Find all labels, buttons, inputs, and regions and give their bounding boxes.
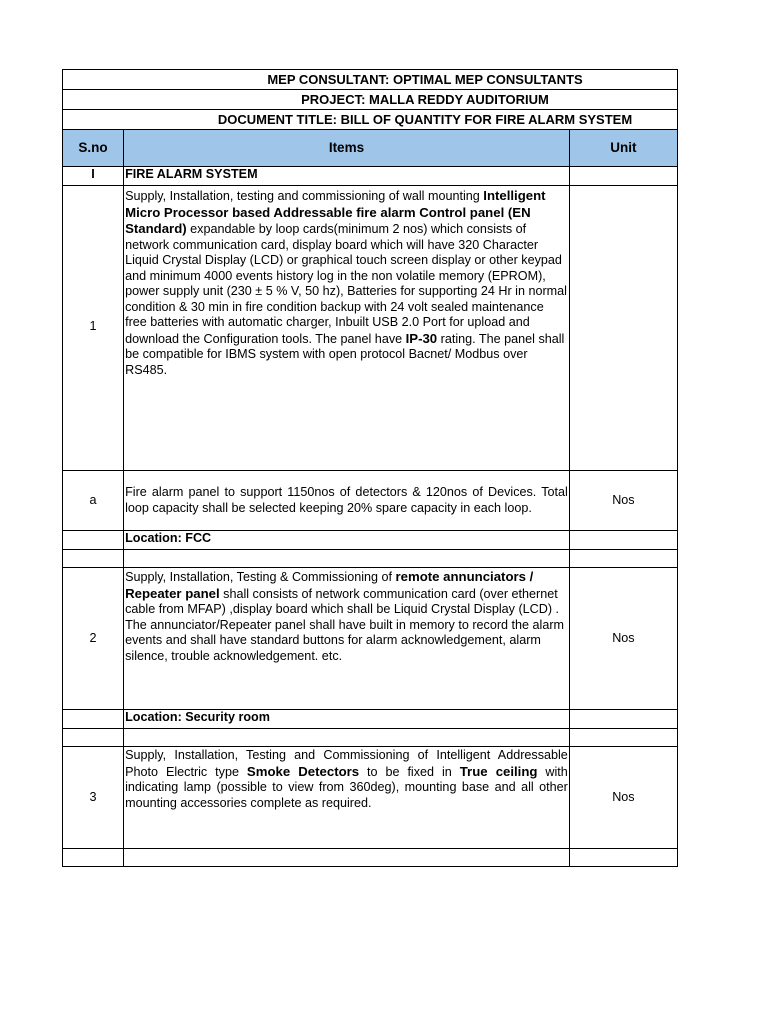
location-security: Location: Security room (124, 710, 570, 729)
column-sno: S.no (63, 130, 124, 167)
section-sno: I (63, 167, 124, 186)
blank-row (63, 729, 678, 747)
item-3-row (63, 747, 678, 849)
boq-table (62, 69, 678, 867)
item-3-unit: Nos (569, 747, 677, 849)
header-project-row (63, 90, 678, 110)
consultant-title: MEP CONSULTANT: OPTIMAL MEP CONSULTANTS (267, 71, 583, 87)
boq-sheet (62, 69, 678, 867)
location-fcc-row (63, 531, 678, 550)
item-2-sno: 2 (63, 568, 124, 710)
section-title: FIRE ALARM SYSTEM (124, 167, 570, 186)
item-3-description: Supply, Installation, Testing and Commissioning of Intelligent Addressable Photo Electric type Smoke Detectors to be fixed in True ceiling with indicating lamp (possible to view from 360deg), mounting base and all other mounting accessories complete as required. (124, 747, 570, 849)
blank-row (63, 849, 678, 867)
item-2-description: Supply, Installation, Testing & Commissioning of remote annunciators / Repeater panel shall consists of network communication card (over ethernet cable from MFAP) ,display board which shall be Liquid Crystal Display (LCD) . The annunciator/Repeater panel shall have built in memory to record the alarm events and shall have standard buttons for alarm acknowledgement, alarm silence, trouble acknowledgement. etc. (124, 568, 570, 710)
project-title: PROJECT: MALLA REDDY AUDITORIUM (301, 91, 549, 107)
header-consultant-row (63, 70, 678, 90)
item-a-sno: a (63, 471, 124, 531)
item-1-row (63, 186, 678, 471)
column-items: Items (124, 130, 570, 167)
location-fcc: Location: FCC (124, 531, 570, 550)
item-2-unit: Nos (569, 568, 677, 710)
item-3-sno: 3 (63, 747, 124, 849)
item-1-sno: 1 (63, 186, 124, 471)
item-1-description: Supply, Installation, testing and commissioning of wall mounting Intelligent Micro Processor based Addressable fire alarm Control panel (EN Standard) expandable by loop cards(minimum 2 nos) which consists of network communication card, display board which will have 320 Character Liquid Crystal Display (LCD) or graphical touch screen display or other keypad and minimum 4000 events history log in the non volatile memory (EPROM), power supply unit (230 ± 5 % V, 50 hz), Batteries for supporting 24 Hr in normal condition & 30 min in fire condition backup with 24 volt sealed maintenance free batteries with automatic charger, Inbuilt USB 2.0 Port for upload and download the Configuration tools. The panel have IP-30 rating. The panel shall be compatible for IBMS system with open protocol Bacnet/ Modbus over RS485. (124, 186, 570, 471)
item-2-row (63, 568, 678, 710)
header-document-row (63, 110, 678, 130)
location-security-row (63, 710, 678, 729)
item-a-description: Fire alarm panel to support 1150nos of detectors & 120nos of Devices. Total loop capacity shall be selected keeping 20% spare capacity in each loop. (124, 471, 570, 531)
column-header-row (63, 130, 678, 167)
column-unit: Unit (569, 130, 677, 167)
document-title: DOCUMENT TITLE: BILL OF QUANTITY FOR FIRE ALARM SYSTEM (217, 111, 633, 127)
item-a-row (63, 471, 678, 531)
item-a-unit: Nos (569, 471, 677, 531)
section-row (63, 167, 678, 186)
blank-row (63, 550, 678, 568)
item-1-unit (569, 186, 677, 471)
